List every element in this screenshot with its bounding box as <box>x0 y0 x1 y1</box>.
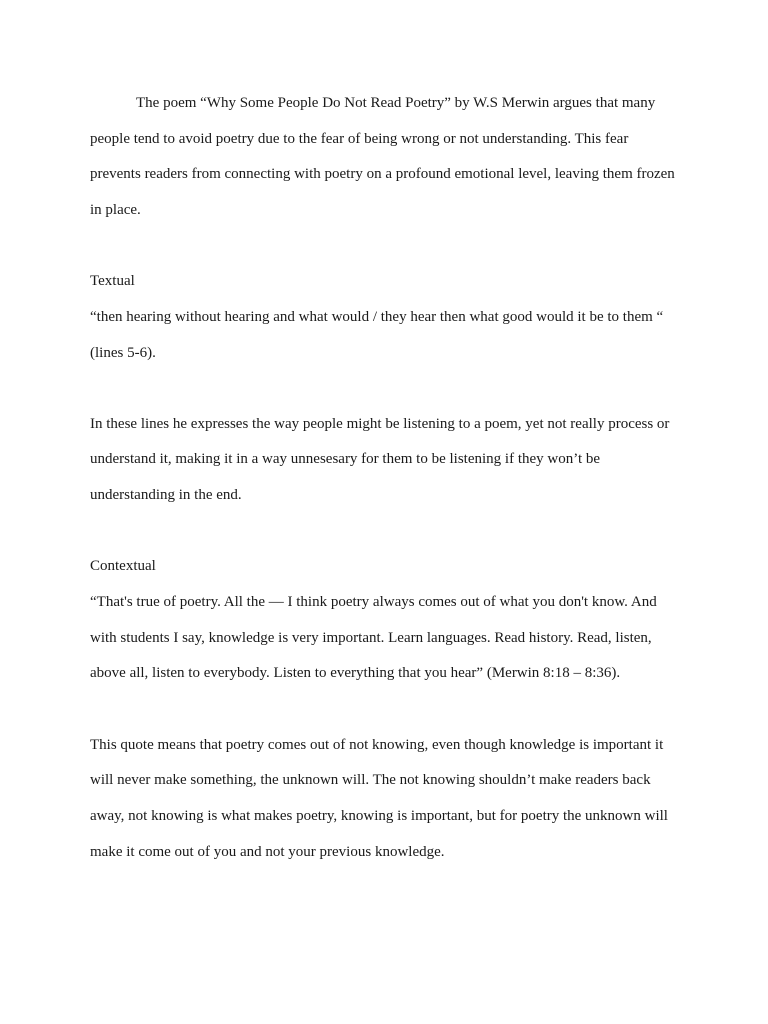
textual-analysis-line-3: understanding in the end. <box>90 487 242 503</box>
intro-line-1: The poem “Why Some People Do Not Read Poetry” by W.S Merwin argues that many <box>136 95 656 111</box>
contextual-quote-line-1: “That's true of poetry. All the — I think poetry always comes out of what you don't know. And <box>90 594 657 610</box>
contextual-heading: Contextual <box>90 558 156 574</box>
intro-line-4: in place. <box>90 202 141 218</box>
contextual-analysis-line-2: will never make something, the unknown will. The not knowing shouldn’t make readers back <box>90 772 651 788</box>
contextual-quote-line-2: with students I say, knowledge is very important. Learn languages. Read history. Read, listen, <box>90 630 652 646</box>
intro-line-2: people tend to avoid poetry due to the fear of being wrong or not understanding. This fear <box>90 131 629 147</box>
contextual-analysis-line-1: This quote means that poetry comes out of not knowing, even though knowledge is important it <box>90 737 664 753</box>
textual-analysis-line-2: understand it, making it in a way unnesesary for them to be listening if they won’t be <box>90 451 601 467</box>
contextual-analysis-line-3: away, not knowing is what makes poetry, knowing is important, but for poetry the unknown will <box>90 808 668 824</box>
contextual-quote-line-3: above all, listen to everybody. Listen to everything that you hear” (Merwin 8:18 – 8:36). <box>90 665 621 681</box>
contextual-analysis-line-4: make it come out of you and not your previous knowledge. <box>90 844 445 860</box>
textual-heading: Textual <box>90 273 135 289</box>
textual-quote-line-2: (lines 5-6). <box>90 345 156 361</box>
intro-line-3: prevents readers from connecting with poetry on a profound emotional level, leaving them frozen <box>90 166 675 182</box>
textual-analysis-line-1: In these lines he expresses the way people might be listening to a poem, yet not really process or <box>90 416 670 432</box>
textual-quote-line-1: “then hearing without hearing and what would / they hear then what good would it be to them “ <box>90 309 664 325</box>
